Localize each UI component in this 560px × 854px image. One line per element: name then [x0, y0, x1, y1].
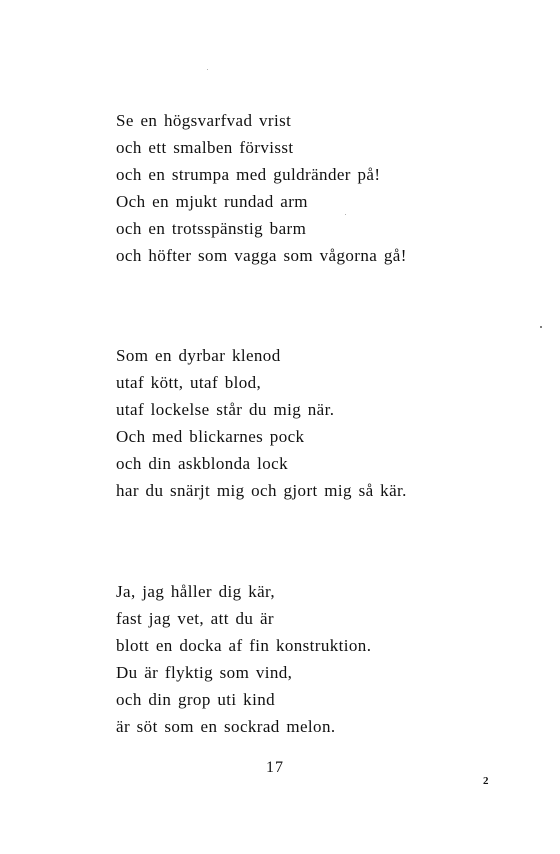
poem-line: fast jag vet, att du är — [116, 609, 274, 628]
paper-speck — [345, 214, 346, 215]
poem-line: är söt som en sockrad melon. — [116, 717, 336, 736]
poem-line: utaf lockelse står du mig när. — [116, 400, 335, 419]
poem-line: Som en dyrbar klenod — [116, 346, 281, 365]
poem-line: Du är flyktig som vind, — [116, 663, 293, 682]
poem-line: och din grop uti kind — [116, 690, 275, 709]
poem-line: och en strumpa med guldränder på! — [116, 165, 381, 184]
poem-line: har du snärjt mig och gjort mig så kär. — [116, 481, 407, 500]
stanza-2 — [116, 342, 407, 504]
poem-line: och en trotsspänstig barm — [116, 219, 307, 238]
poem-line: Och en mjukt rundad arm — [116, 192, 308, 211]
poem-line: och din askblonda lock — [116, 454, 289, 473]
page-number: 17 — [266, 759, 284, 776]
paper-speck — [207, 69, 208, 70]
stanza-1 — [116, 107, 407, 269]
poem-line: blott en docka af fin konstruktion. — [116, 636, 372, 655]
paper-speck — [540, 326, 542, 328]
stanza-3 — [116, 578, 371, 740]
poem-line: och ett smalben förvisst — [116, 138, 294, 157]
poem-line: Ja, jag håller dig kär, — [116, 582, 276, 601]
poem-line: Se en högsvarfvad vrist — [116, 111, 292, 130]
signature-mark: 2 — [483, 775, 489, 787]
poem-line: utaf kött, utaf blod, — [116, 373, 262, 392]
poem-line: och höfter som vagga som vågorna gå! — [116, 246, 407, 265]
poem-line: Och med blickarnes pock — [116, 427, 305, 446]
